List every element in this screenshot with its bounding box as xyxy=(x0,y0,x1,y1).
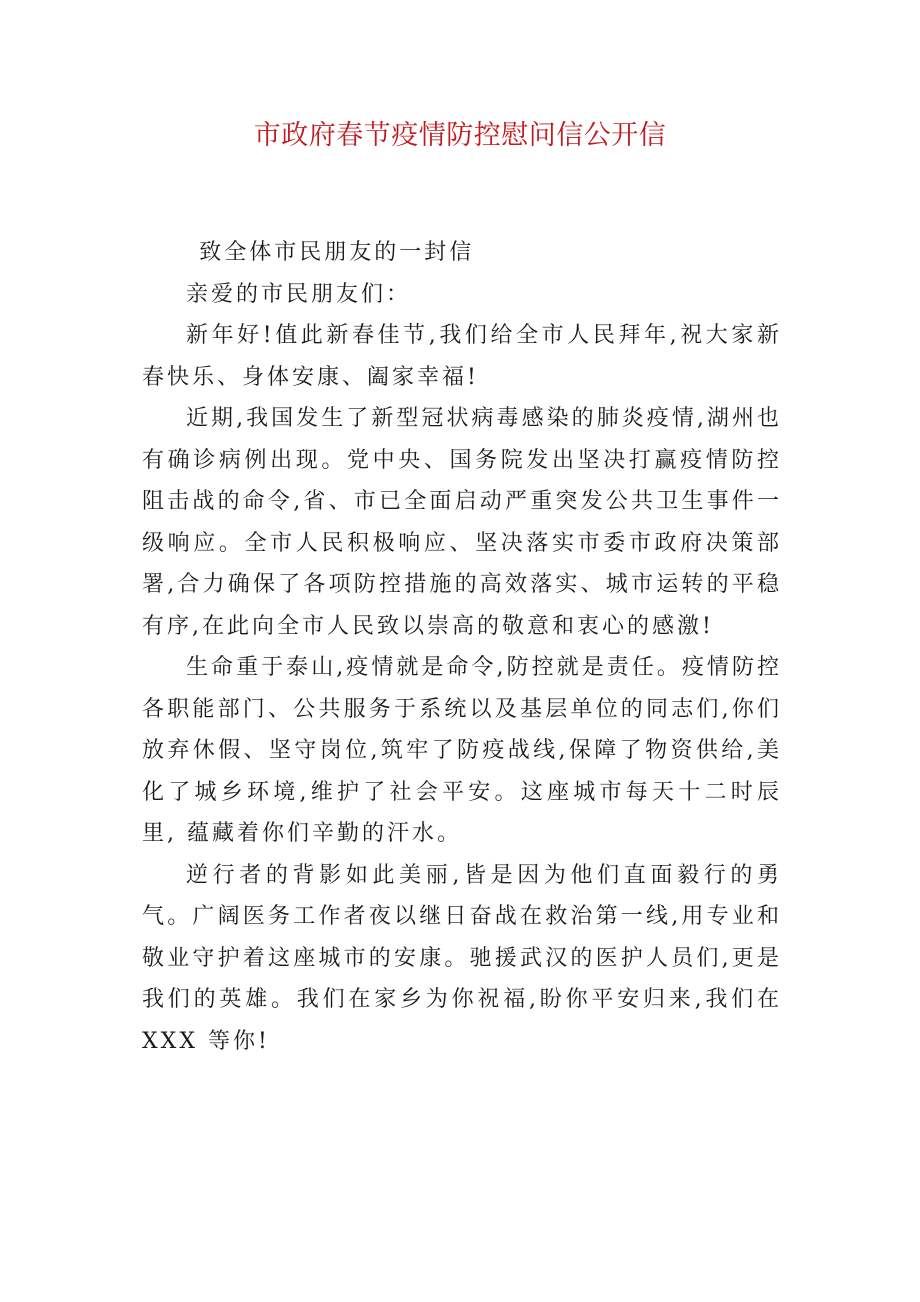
paragraph-epidemic-situation: 近期,我国发生了新型冠状病毒感染的肺炎疫情,湖州也有确诊病例出现。党中央、国务院发出坚决打赢疫情防控阻击战的命令,省、市已全面启动严重突发公共卫生事件一级响应。全市人民积极响应、坚决落实市委市政府决策部署,合力确保了各项防控措施的高效落实、城市运转的平稳有序,在此向全市人民致以崇高的敬意和衷心的感激! xyxy=(142,406,782,639)
letter-salutation: 亲爱的市民朋友们： xyxy=(186,281,412,307)
paragraph-frontline-workers: 生命重于泰山,疫情就是命令,防控就是责任。疫情防控各职能部门、公共服务于系统以及基层单位的同志们,你们放弃休假、坚守岗位,筑牢了防疫战线,保障了物资供给,美化了城乡环境,维护了社会平安。这座城市每天十二时辰里, 蕴藏着你们辛勤的汗水。 xyxy=(142,655,782,846)
letter-subtitle: 致全体市民朋友的一封信 xyxy=(199,240,475,265)
letter-body xyxy=(142,232,782,1062)
document-title: 市政府春节疫情防控慰问信公开信 xyxy=(253,120,667,151)
paragraph-medical-staff: 逆行者的背影如此美丽,皆是因为他们直面毅行的勇气。广阔医务工作者夜以继日奋战在救治第一线,用专业和敬业守护着这座城市的安康。驰援武汉的医护人员们,更是我们的英雄。我们在家乡为你祝福,盼你平安归来,我们在 XXX 等你! xyxy=(142,862,782,1054)
paragraph-greeting: 新年好!值此新春佳节,我们给全市人民拜年,祝大家新春快乐、身体安康、阖家幸福! xyxy=(142,323,782,390)
